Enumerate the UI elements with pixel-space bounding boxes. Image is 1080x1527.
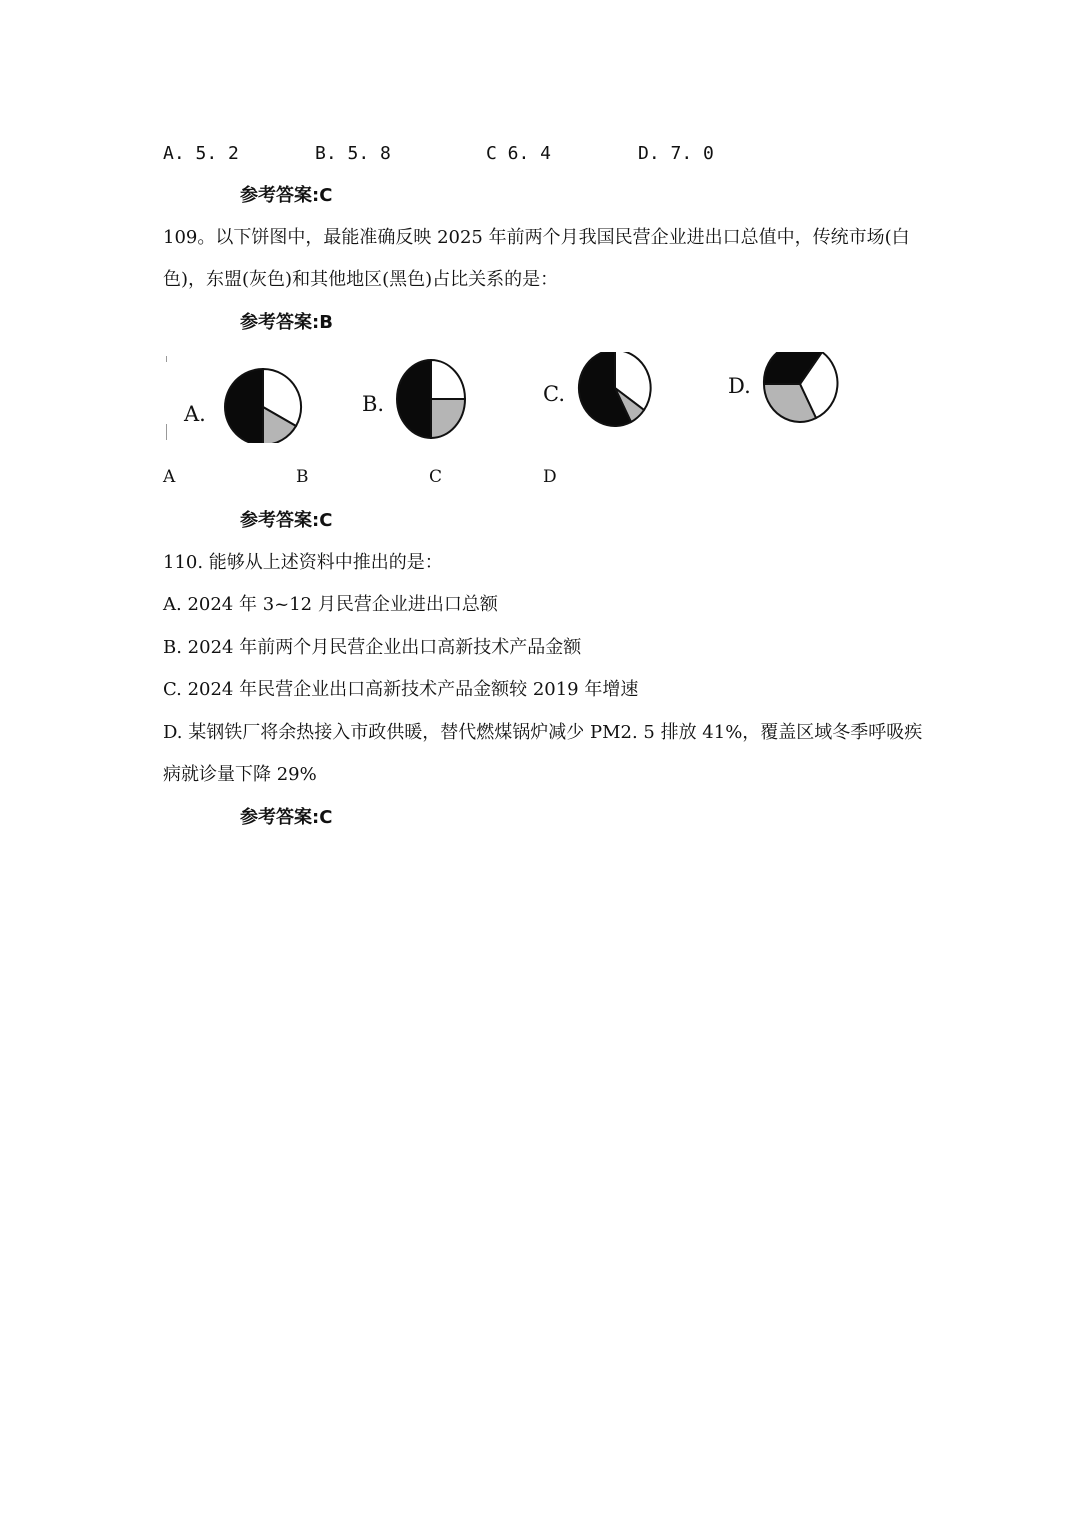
pie-d-label: D. [728,374,751,398]
q110-answer: 参考答案:C [240,807,333,828]
pie-d-clip [760,352,840,424]
pie-b-label: B. [362,392,385,416]
pie-a-clip [222,366,304,443]
pie-c-clip [576,352,654,430]
q108-option-a: A. 5. 2 [163,143,239,164]
q109-question-line2: 色)，东盟(灰色)和其他地区(黑色)占比关系的是： [163,269,559,290]
pie-b-gray-slice [431,399,465,438]
q108-option-d: D. 7. 0 [638,143,714,164]
q108-answer: 参考答案:C [240,185,333,206]
q110-option-c: C. 2024 年民营企业出口高新技术产品金额较 2019 年增速 [163,679,639,700]
pie-a-label: A. [184,402,206,426]
scan-mark [166,356,167,362]
q109-question-line1: 109。以下饼图中，最能准确反映 2025 年前两个月我国民营企业进出口总值中，传统市场(白 [163,227,910,248]
pie-a-black-slice [225,369,263,443]
pie-d [760,352,840,424]
q110-option-a: A. 2024 年 3~12 月民营企业进出口总额 [163,594,498,615]
pie-a [222,366,304,443]
q108-option-b: B. 5. 8 [315,143,391,164]
scan-mark [166,424,167,440]
pie-b-white-slice [431,360,465,399]
pie-c [576,352,654,428]
below-label-a: A [163,467,176,487]
below-label-c: C [429,467,443,487]
q109-answer-top: 参考答案:B [240,312,333,333]
q110-option-d-line2: 病就诊量下降 29% [163,764,317,785]
q110-option-d-line1: D. 某钢铁厂将余热接入市政供暖，替代燃煤锅炉减少 PM2. 5 排放 41%，覆盖区域冬季呼吸疾 [163,722,923,743]
below-label-b: B [296,467,309,487]
pie-b [395,358,467,440]
q109-answer: 参考答案:C [240,510,333,531]
below-label-d: D [543,467,557,487]
q108-option-c: C 6. 4 [486,143,552,164]
pie-c-label: C. [543,382,565,406]
q110-option-b: B. 2024 年前两个月民营企业出口高新技术产品金额 [163,637,582,658]
pie-b-black-slice [397,360,431,438]
q110-question: 110. 能够从上述资料中推出的是： [163,552,443,573]
